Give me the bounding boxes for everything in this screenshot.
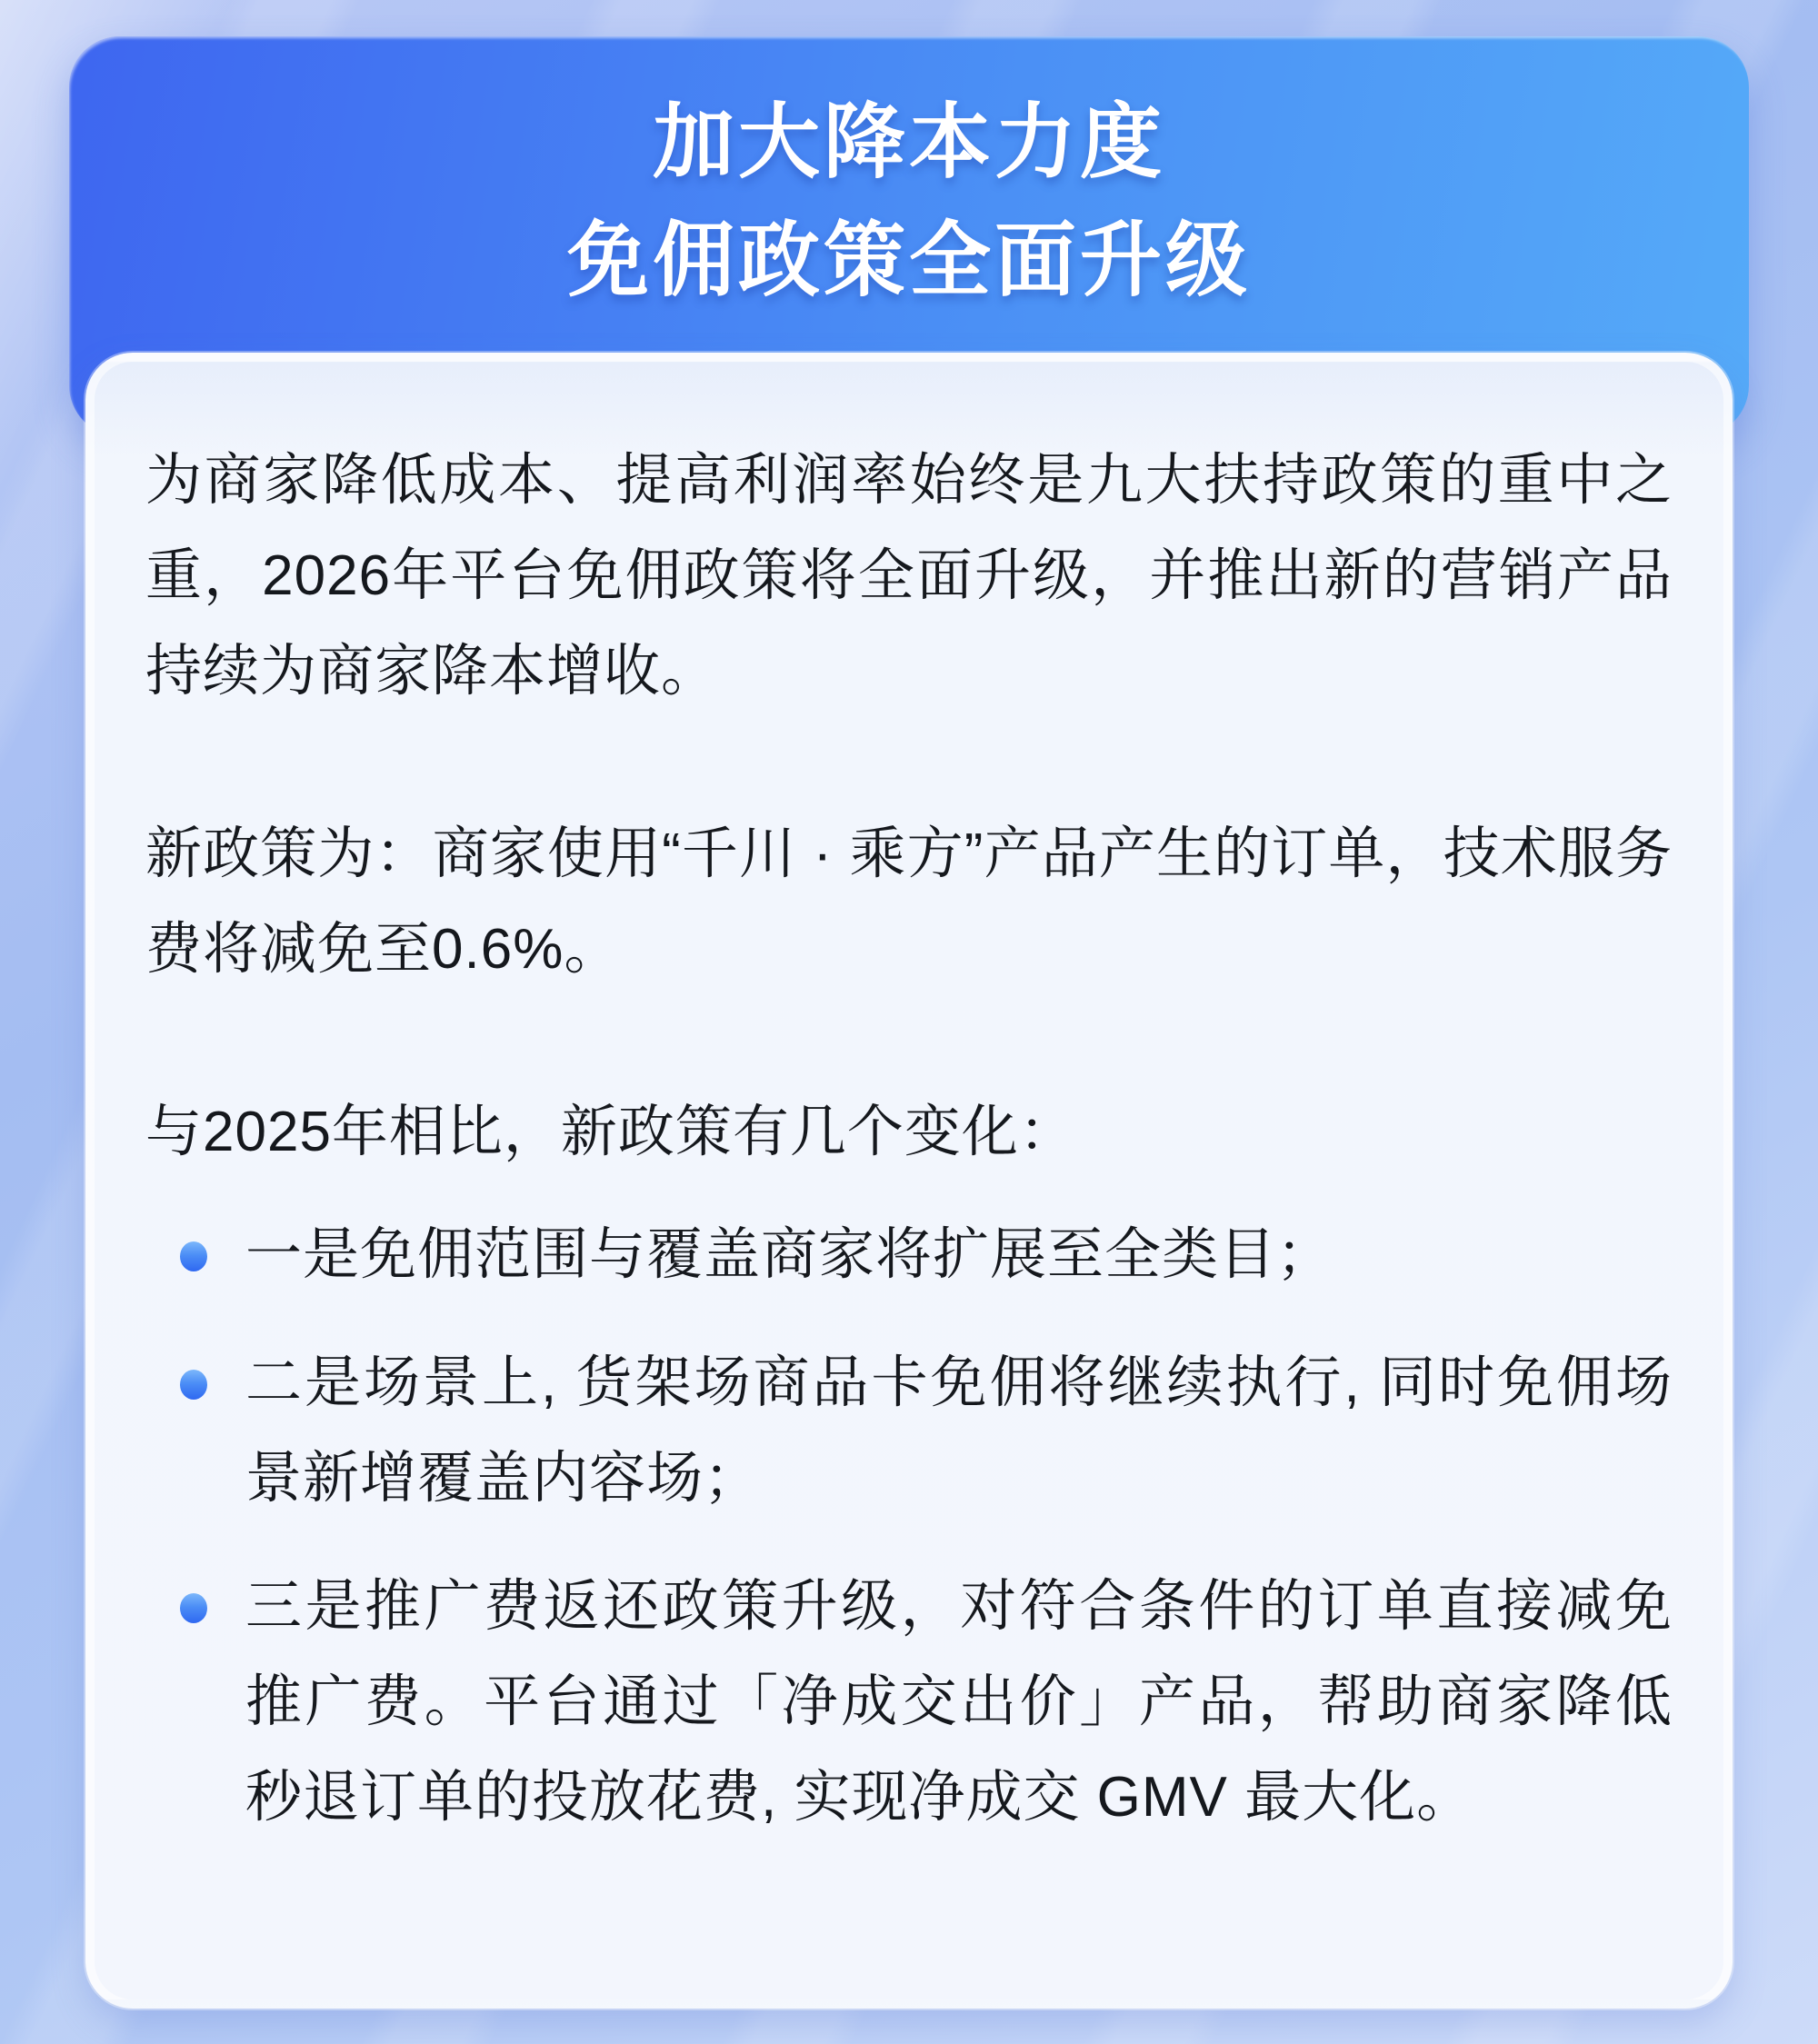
list-item-text: 三是推广费返还政策升级，对符合条件的订单直接减免推广费。平台通过「净成交出价」产品，帮助商家降低秒退订单的投放花费, 实现净成交 GMV 最大化。 <box>245 1575 1673 1829</box>
content-card <box>85 353 1733 2009</box>
paragraph-changes-lead: 与2025年相比，新政策有几个变化： <box>145 1101 1076 1163</box>
list-item-change-1 <box>145 1207 1673 1302</box>
list-item-change-2 <box>145 1335 1673 1526</box>
bullet-dot-icon <box>180 1241 207 1271</box>
changes-list <box>145 1207 1673 1845</box>
list-item-text: 二是场景上, 货架场商品卡免佣将继续执行, 同时免佣场景新增覆盖内容场； <box>245 1351 1673 1510</box>
paragraph-intro: 为商家降低成本、提高利润率始终是九大扶持政策的重中之重，2026年平台免佣政策将全面升级，并推出新的营销产品持续为商家降本增收。 <box>145 449 1673 703</box>
poster-title-line2: 免佣政策全面升级 <box>567 215 1251 306</box>
paragraph-new-policy: 新政策为：商家使用“千川 · 乘方”产品产生的订单，技术服务费将减免至0.6%。 <box>145 823 1673 981</box>
list-item-text: 一是免佣范围与覆盖商家将扩展至全类目； <box>245 1223 1334 1286</box>
bullet-dot-icon <box>180 1370 207 1400</box>
list-item-change-3 <box>145 1559 1673 1845</box>
poster-title <box>69 84 1749 320</box>
bullet-dot-icon <box>180 1593 207 1623</box>
poster-title-line1: 加大降本力度 <box>653 97 1165 188</box>
